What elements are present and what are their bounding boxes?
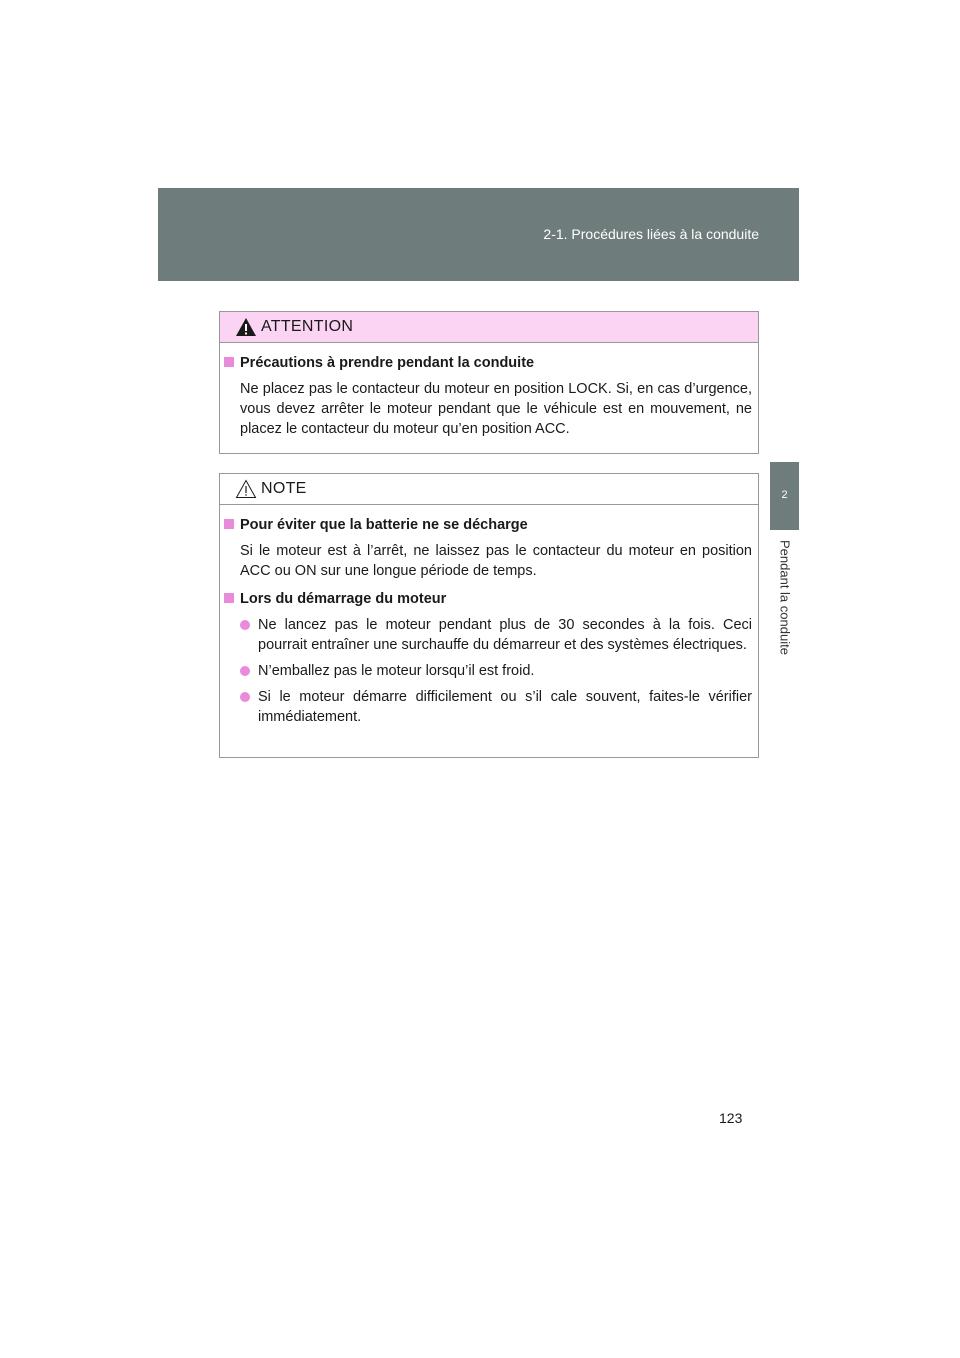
note-paragraph: Si le moteur est à l’arrêt, ne laissez pas le contacteur du moteur en position ACC ou ON sur une longue période de temps. bbox=[240, 543, 752, 579]
note-heading: NOTE bbox=[261, 480, 307, 497]
note-box bbox=[219, 473, 759, 758]
square-bullet-icon bbox=[224, 593, 234, 603]
square-bullet-icon bbox=[224, 357, 234, 367]
warning-triangle-filled-icon bbox=[235, 317, 257, 337]
attention-heading: ATTENTION bbox=[261, 318, 354, 335]
list-item bbox=[220, 661, 752, 681]
attention-header bbox=[220, 312, 758, 343]
note-header bbox=[220, 474, 758, 505]
warning-triangle-outline-icon bbox=[235, 479, 257, 499]
list-item bbox=[220, 615, 752, 655]
list-item-text: Si le moteur démarre difficilement ou s’il cale souvent, faites-le vérifier immédiatement. bbox=[258, 689, 752, 725]
note-section-title bbox=[220, 515, 752, 535]
note-section-title-text: Lors du démarrage du moteur bbox=[240, 591, 447, 607]
list-item-text: Ne lancez pas le moteur pendant plus de 30 secondes à la fois. Ceci pourrait entraîner une surchauffe du démarreur et des systèmes électriques. bbox=[258, 617, 752, 653]
section-title: 2-1. Procédures liées à la conduite bbox=[543, 226, 759, 242]
chapter-tab bbox=[770, 462, 799, 530]
note-body bbox=[220, 505, 758, 727]
note-section-title bbox=[220, 589, 752, 609]
round-bullet-icon bbox=[240, 666, 250, 676]
chapter-label bbox=[770, 540, 799, 680]
page-number: 123 bbox=[719, 1110, 743, 1126]
round-bullet-icon bbox=[240, 620, 250, 630]
list-item bbox=[220, 687, 752, 727]
attention-paragraph: Ne placez pas le contacteur du moteur en position LOCK. Si, en cas d’urgence, vous devez arrêter le moteur pendant que le véhicule est en mouvement, ne placez le contacteur du moteur qu’en position ACC. bbox=[240, 381, 752, 437]
round-bullet-icon bbox=[240, 692, 250, 702]
header-band bbox=[158, 188, 799, 281]
attention-box bbox=[219, 311, 759, 454]
attention-section-title-text: Précautions à prendre pendant la conduite bbox=[240, 355, 535, 371]
list-item-text: N’emballez pas le moteur lorsqu’il est froid. bbox=[258, 663, 535, 679]
attention-section-title bbox=[220, 353, 752, 373]
attention-body bbox=[220, 343, 758, 439]
chapter-number: 2 bbox=[781, 489, 788, 501]
square-bullet-icon bbox=[224, 519, 234, 529]
chapter-label-text: Pendant la conduite bbox=[777, 540, 792, 655]
note-section-title-text: Pour éviter que la batterie ne se décharge bbox=[240, 517, 528, 533]
